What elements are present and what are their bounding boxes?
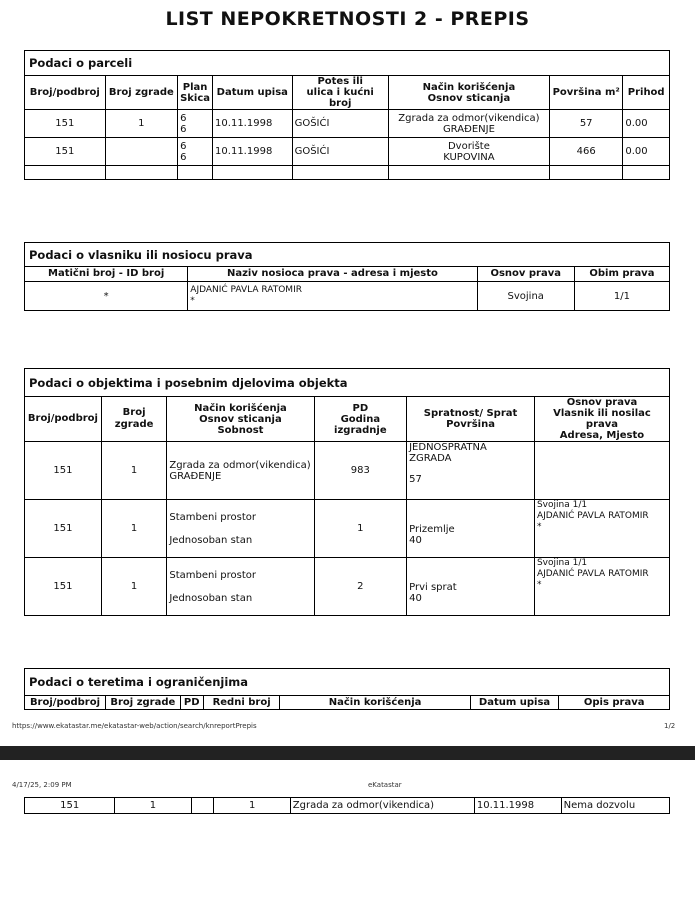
table-row: 151 1 6 6 10.11.1998 GOŠIĆI Zgrada za odmor(vikendica) GRAĐENJE 57 0.00 [25, 110, 670, 138]
col-nacin: Način korišćenja Osnov sticanja [388, 76, 549, 110]
col-maticni: Matični broj - ID broj [25, 267, 188, 282]
col-broj: Broj/podbroj [25, 696, 106, 710]
col-datum: Datum upisa [470, 696, 559, 710]
table-row: 151 1 Stambeni prostor Jednosoban stan 1 Prizemlje 40 Svojina 1/1 AJDANIĆ PAVLA RATOMIR * [25, 500, 670, 558]
table-row: 151 1 1 Zgrada za odmor(vikendica) 10.11.1998 Nema dozvolu [25, 798, 670, 814]
col-obim-prava: Obim prava [574, 267, 669, 282]
owner-table [24, 242, 670, 311]
page-break [0, 746, 695, 760]
header-site: eKatastar [368, 781, 402, 789]
objects-section-title: Podaci o objektima i posebnim djelovima objekta [25, 369, 670, 397]
col-redni-broj: Redni broj [203, 696, 280, 710]
col-naziv: Naziv nosioca prava - adresa i mjesto [188, 267, 477, 282]
col-prihod: Prihod [623, 76, 670, 110]
col-broj-zgrade: Broj zgrade [105, 76, 178, 110]
col-povrsina: Površina m² [550, 76, 623, 110]
encumbrance-section-title: Podaci o teretima i ograničenjima [25, 669, 670, 696]
footer-url: https://www.ekatastar.me/ekatastar-web/action/search/knreportPrepis [12, 722, 257, 730]
owner-section-title: Podaci o vlasniku ili nosiocu prava [25, 243, 670, 267]
col-broj: Broj/podbroj [25, 76, 106, 110]
col-potes: Potes ili ulica i kućni broj [292, 76, 388, 110]
col-osnov-prava: Osnov prava [477, 267, 574, 282]
objects-table [24, 368, 670, 616]
col-osnov-prava: Osnov prava Vlasnik ili nosilac prava Adresa, Mjesto [534, 397, 669, 442]
encumbrance-row-table [24, 797, 670, 814]
header-date: 4/17/25, 2:09 PM [12, 781, 72, 789]
col-broj: Broj/podbroj [25, 397, 102, 442]
col-broj-zgrade: Broj zgrade [105, 696, 180, 710]
page-title: LIST NEPOKRETNOSTI 2 - PREPIS [165, 8, 530, 30]
col-datum: Datum upisa [213, 76, 293, 110]
col-pd: PD Godina izgradnje [314, 397, 407, 442]
col-plan-skica: Plan Skica [178, 76, 213, 110]
parcel-table [24, 50, 670, 180]
col-spratnost: Spratnost/ Sprat Površina [407, 397, 535, 442]
col-nacin: Način korišćenja [280, 696, 470, 710]
table-row: 151 1 Zgrada za odmor(vikendica) GRAĐENJE 983 JEDNOSPRATNA ZGRADA 57 [25, 442, 670, 500]
col-broj-zgrade: Broj zgrade [101, 397, 166, 442]
table-row: 151 1 Stambeni prostor Jednosoban stan 2 Prvi sprat 40 Svojina 1/1 AJDANIĆ PAVLA RATOMIR * [25, 558, 670, 616]
encumbrance-table [24, 668, 670, 710]
footer-page: 1/2 [664, 722, 676, 730]
col-opis: Opis prava [559, 696, 670, 710]
table-row: * AJDANIĆ PAVLA RATOMIR * Svojina 1/1 [25, 282, 670, 311]
col-pd: PD [180, 696, 203, 710]
parcel-section-title: Podaci o parceli [25, 51, 670, 76]
table-row: 151 6 6 10.11.1998 GOŠIĆI Dvorište KUPOVINA 466 0.00 [25, 138, 670, 166]
col-nacin: Način korišćenja Osnov sticanja Sobnost [167, 397, 314, 442]
